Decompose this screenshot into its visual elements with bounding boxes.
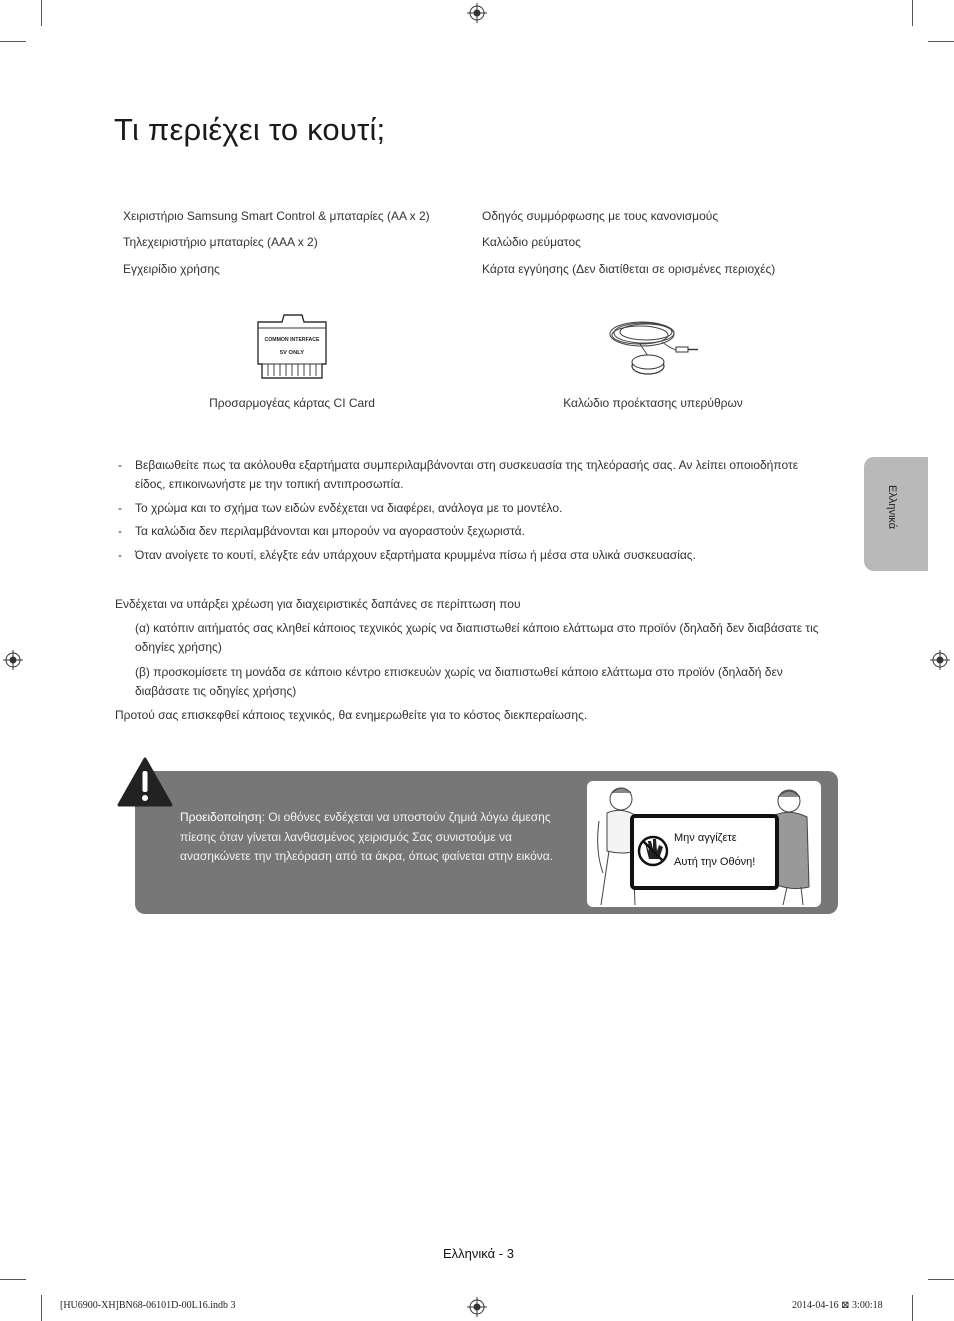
illustration-text: Μην αγγίζετε (674, 832, 737, 844)
registration-mark-icon (3, 650, 23, 670)
note-item: - Το χρώμα και το σχήμα των ειδών ενδέχεται να διαφέρει, ανάλογα με το μοντέλο. (118, 501, 563, 515)
list-item: Τηλεχειριστήριο μπαταρίες (AAA x 2) (123, 235, 318, 249)
note-item: - Τα καλώδια δεν περιλαμβάνονται και μπορούν να αγοραστούν ξεχωριστά. (118, 524, 525, 538)
crop-mark (912, 1295, 913, 1321)
illustration-text: Αυτή την Οθόνη! (674, 856, 756, 868)
list-item: Οδηγός συμμόρφωσης με τους κανονισμούς (482, 209, 719, 223)
note-item: - Βεβαιωθείτε πως τα ακόλουθα εξαρτήματα συμπεριλαμβάνονται στη συσκευασία της τηλεόρασής σας. Αν λείπει οποιοδήποτε είδος, επικοινωνήστε με την τοπική αντιπροσωπία. (118, 458, 799, 491)
registration-mark-icon (467, 3, 487, 23)
charge-outro: Προτού σας επισκεφθεί κάποιος τεχνικός, θα ενημερωθείτε για το κόστος διεκπεραίωσης. (115, 708, 588, 722)
note-item: - Όταν ανοίγετε το κουτί, ελέγξτε εάν υπάρχουν εξαρτήματα κρυμμένα πίσω ή μέσα στα υλικά συσκευασίας. (118, 548, 696, 562)
page-title: Τι περιέχει το κουτί; (114, 112, 386, 147)
ir-extender-cable-icon (604, 312, 700, 380)
crop-mark (41, 1295, 42, 1321)
warning-triangle-icon (116, 756, 174, 808)
warning-text: Προειδοποίηση: Οι οθόνες ενδέχεται να υποστούν ζημιά λόγω άμεσης πίεσης όταν γίνεται λανθασμένος χειρισμός Σας συνιστούμε να ανασηκώνετε την τηλεόραση από τα άκρα, όπως φαίνεται στην εικόνα. (180, 810, 554, 863)
crop-mark (912, 0, 913, 26)
list-item: Καλώδιο ρεύματος (482, 235, 581, 249)
ci-card-adapter-icon (254, 312, 330, 382)
registration-mark-icon (930, 650, 950, 670)
list-item: Χειριστήριο Samsung Smart Control & μπαταρίες (AA x 2) (123, 209, 430, 223)
warning-illustration (587, 781, 821, 907)
ir-cable-caption: Καλώδιο προέκτασης υπερύθρων (563, 396, 743, 410)
registration-mark-icon (467, 1297, 487, 1317)
charge-case-b: (β) προσκομίσετε τη μονάδα σε κάποιο κέντρο επισκευών χωρίς να διαπιστωθεί κάποιο ελάττωμα στο προϊόν (δηλαδή δεν διαβάσατε τις οδηγίες χρήσης) (135, 665, 783, 698)
crop-mark (928, 1279, 954, 1280)
language-side-tab: Ελληνικά (864, 457, 928, 571)
list-item: Κάρτα εγγύησης (Δεν διατίθεται σε ορισμένες περιοχές) (482, 262, 776, 276)
crop-mark (928, 41, 954, 42)
ci-card-caption: Προσαρμογέας κάρτας CI Card (209, 396, 375, 410)
print-file-info: [HU6900-XH]BN68-06101D-00L16.indb 3 (60, 1300, 236, 1311)
page-number: Ελληνικά - 3 (443, 1246, 514, 1261)
print-timestamp: 2014-04-16 ⊠ 3:00:18 (792, 1300, 883, 1311)
crop-mark (41, 0, 42, 26)
ci-card-label: 5V ONLY (279, 350, 305, 356)
people-holding-tv-icon (587, 781, 821, 907)
ci-card-label: COMMON INTERFACE (264, 337, 320, 343)
charge-case-a: (α) κατόπιν αιτήματός σας κληθεί κάποιος τεχνικός χωρίς να διαπιστωθεί κάποιο ελάττωμα στο προϊόν (δηλαδή δεν διαβάσατε τις οδηγίες χρήσης) (135, 621, 819, 654)
crop-mark (0, 41, 26, 42)
charge-intro: Ενδέχεται να υπάρξει χρέωση για διαχειριστικές δαπάνες σε περίπτωση που (115, 597, 521, 611)
list-item: Εγχειρίδιο χρήσης (123, 262, 220, 276)
crop-mark (0, 1279, 26, 1280)
